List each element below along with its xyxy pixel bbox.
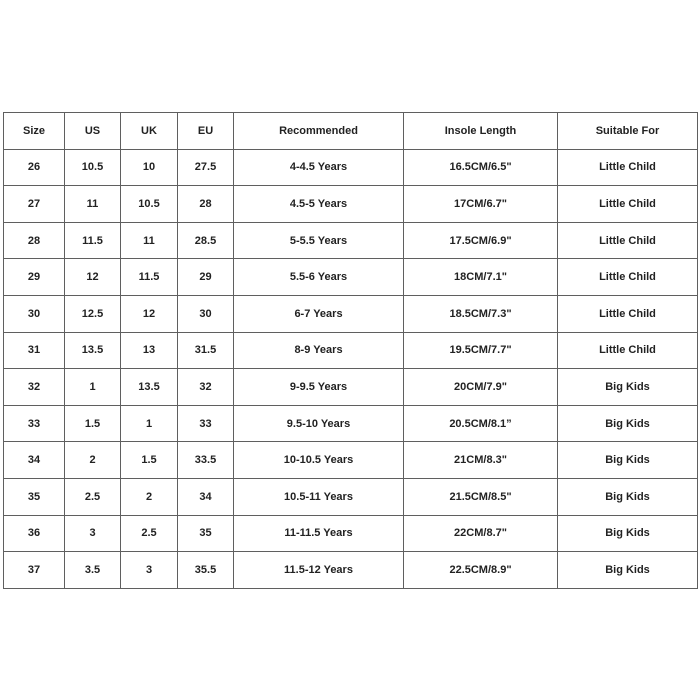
cell-suitable-for: Big Kids (558, 552, 698, 589)
cell-eu: 28 (178, 186, 234, 223)
cell-recommended: 10.5-11 Years (234, 478, 404, 515)
table-body (4, 149, 698, 588)
cell-us: 12 (65, 259, 121, 296)
cell-recommended: 11-11.5 Years (234, 515, 404, 552)
header-us: US (65, 113, 121, 150)
cell-uk: 2.5 (121, 515, 178, 552)
cell-insole-length: 21CM/8.3" (404, 442, 558, 479)
cell-size: 36 (4, 515, 65, 552)
cell-suitable-for: Little Child (558, 149, 698, 186)
cell-eu: 33.5 (178, 442, 234, 479)
table-row (4, 515, 698, 552)
cell-suitable-for: Little Child (558, 222, 698, 259)
cell-us: 10.5 (65, 149, 121, 186)
header-size: Size (4, 113, 65, 150)
cell-uk: 11 (121, 222, 178, 259)
header-uk: UK (121, 113, 178, 150)
cell-us: 2 (65, 442, 121, 479)
table-row (4, 186, 698, 223)
table-row (4, 149, 698, 186)
cell-suitable-for: Little Child (558, 332, 698, 369)
cell-size: 35 (4, 478, 65, 515)
cell-recommended: 11.5-12 Years (234, 552, 404, 589)
cell-size: 27 (4, 186, 65, 223)
cell-suitable-for: Big Kids (558, 369, 698, 406)
cell-us: 11.5 (65, 222, 121, 259)
cell-uk: 13 (121, 332, 178, 369)
cell-eu: 28.5 (178, 222, 234, 259)
table-row (4, 405, 698, 442)
cell-recommended: 5.5-6 Years (234, 259, 404, 296)
cell-insole-length: 21.5CM/8.5" (404, 478, 558, 515)
cell-size: 29 (4, 259, 65, 296)
cell-us: 3 (65, 515, 121, 552)
cell-recommended: 9-9.5 Years (234, 369, 404, 406)
cell-eu: 32 (178, 369, 234, 406)
table-row (4, 552, 698, 589)
table-row (4, 332, 698, 369)
cell-suitable-for: Little Child (558, 186, 698, 223)
cell-suitable-for: Big Kids (558, 515, 698, 552)
cell-eu: 29 (178, 259, 234, 296)
cell-suitable-for: Big Kids (558, 442, 698, 479)
cell-us: 11 (65, 186, 121, 223)
cell-eu: 35 (178, 515, 234, 552)
cell-insole-length: 20.5CM/8.1” (404, 405, 558, 442)
cell-recommended: 4.5-5 Years (234, 186, 404, 223)
header-recommended: Recommended (234, 113, 404, 150)
cell-us: 2.5 (65, 478, 121, 515)
cell-uk: 13.5 (121, 369, 178, 406)
cell-recommended: 9.5-10 Years (234, 405, 404, 442)
cell-size: 30 (4, 295, 65, 332)
cell-size: 26 (4, 149, 65, 186)
cell-insole-length: 20CM/7.9" (404, 369, 558, 406)
cell-size: 33 (4, 405, 65, 442)
cell-us: 12.5 (65, 295, 121, 332)
cell-recommended: 5-5.5 Years (234, 222, 404, 259)
cell-insole-length: 16.5CM/6.5" (404, 149, 558, 186)
cell-us: 1 (65, 369, 121, 406)
table-row (4, 369, 698, 406)
cell-uk: 2 (121, 478, 178, 515)
cell-insole-length: 22.5CM/8.9" (404, 552, 558, 589)
cell-uk: 1.5 (121, 442, 178, 479)
cell-us: 3.5 (65, 552, 121, 589)
cell-eu: 33 (178, 405, 234, 442)
table-row (4, 259, 698, 296)
cell-uk: 12 (121, 295, 178, 332)
cell-insole-length: 19.5CM/7.7" (404, 332, 558, 369)
cell-insole-length: 17.5CM/6.9" (404, 222, 558, 259)
cell-recommended: 6-7 Years (234, 295, 404, 332)
cell-eu: 27.5 (178, 149, 234, 186)
header-suitable-for: Suitable For (558, 113, 698, 150)
cell-size: 34 (4, 442, 65, 479)
cell-uk: 1 (121, 405, 178, 442)
table-row (4, 295, 698, 332)
cell-suitable-for: Big Kids (558, 478, 698, 515)
header-eu: EU (178, 113, 234, 150)
cell-size: 28 (4, 222, 65, 259)
cell-recommended: 8-9 Years (234, 332, 404, 369)
cell-suitable-for: Little Child (558, 259, 698, 296)
cell-insole-length: 22CM/8.7" (404, 515, 558, 552)
cell-uk: 3 (121, 552, 178, 589)
cell-us: 13.5 (65, 332, 121, 369)
cell-uk: 11.5 (121, 259, 178, 296)
cell-size: 31 (4, 332, 65, 369)
cell-size: 32 (4, 369, 65, 406)
size-chart-table (3, 112, 698, 589)
cell-suitable-for: Big Kids (558, 405, 698, 442)
cell-recommended: 10-10.5 Years (234, 442, 404, 479)
cell-eu: 31.5 (178, 332, 234, 369)
table-row (4, 222, 698, 259)
header-row (4, 113, 698, 150)
table-row (4, 478, 698, 515)
cell-uk: 10 (121, 149, 178, 186)
cell-us: 1.5 (65, 405, 121, 442)
cell-insole-length: 18.5CM/7.3" (404, 295, 558, 332)
cell-eu: 30 (178, 295, 234, 332)
header-insole-length: Insole Length (404, 113, 558, 150)
cell-uk: 10.5 (121, 186, 178, 223)
table-row (4, 442, 698, 479)
cell-size: 37 (4, 552, 65, 589)
cell-eu: 34 (178, 478, 234, 515)
cell-suitable-for: Little Child (558, 295, 698, 332)
cell-eu: 35.5 (178, 552, 234, 589)
cell-recommended: 4-4.5 Years (234, 149, 404, 186)
cell-insole-length: 17CM/6.7" (404, 186, 558, 223)
cell-insole-length: 18CM/7.1" (404, 259, 558, 296)
